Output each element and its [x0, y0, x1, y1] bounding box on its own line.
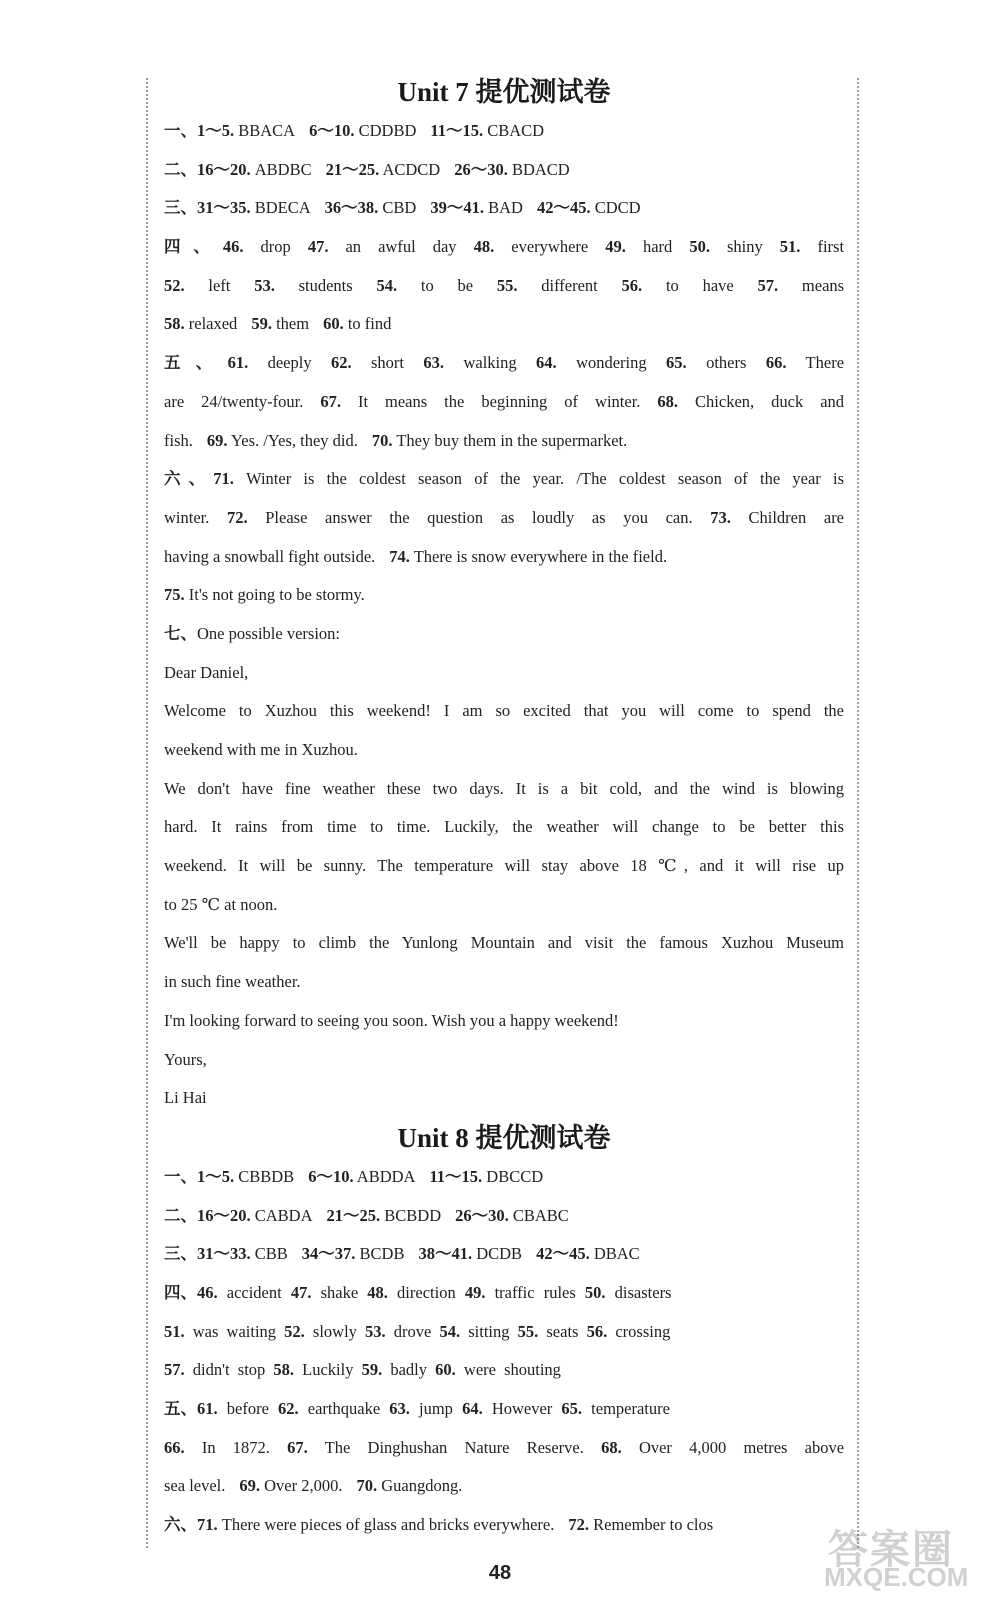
letter-line: I'm looking forward to seeing you soon. Wish you a happy weekend! — [164, 1010, 619, 1030]
unit7-section-6-line-3: having a snowball fight outside. 74. There is snow everywhere in the field. — [164, 546, 668, 566]
watermark-logo — [820, 1518, 995, 1598]
unit7-section-6-line-1: 六、71. Winter is the coldest season of the year. /The coldest season of the year is — [164, 469, 844, 489]
unit7-section-4-line-1: 四、46. drop 47. an awful day 48. everywhere 49. hard 50. shiny 51. first — [164, 237, 844, 257]
letter-closing: Yours, — [164, 1049, 207, 1069]
unit8-section-6-line-1: 六、71. There were pieces of glass and bricks everywhere. 72. Remember to clos — [164, 1515, 714, 1535]
unit8-title: Unit 8 提优测试卷 — [397, 1122, 611, 1153]
unit7-section-1: 一、1～5. BBACA 6～10. CDDBD 11～15. CBACD — [164, 121, 545, 140]
letter-greeting: Dear Daniel, — [164, 662, 249, 682]
unit7-section-6-line-2: winter. 72. Please answer the question as loudly as you can. 73. Children are — [164, 507, 844, 527]
letter-line: Welcome to Xuzhou this weekend! I am so excited that you will come to spend the — [164, 701, 844, 721]
letter-line: We'll be happy to climb the Yunlong Mountain and visit the famous Xuzhou Museum — [164, 933, 844, 953]
letter-line: We don't have fine weather these two days. It is a bit cold, and the wind is blowing — [164, 778, 844, 798]
unit7-section-7-heading: 七、One possible version: — [164, 623, 340, 643]
unit8-section-2: 二、16～20. CABDA 21～25. BCBDD 26～30. CBABC — [164, 1205, 569, 1225]
left-margin-rule — [146, 78, 148, 1548]
unit8-section-1: 一、1～5. CBBDB 6～10. ABDDA 11～15. DBCCD — [164, 1166, 544, 1186]
unit7-section-5-line-3: fish. 69. Yes. /Yes, they did. 70. They buy them in the supermarket. — [164, 430, 628, 450]
page-number: 48 — [488, 1562, 512, 1584]
letter-line: hard. It rains from time to time. Luckily, the weather will change to be better this — [164, 817, 844, 837]
unit7-section-5-line-2: are 24/twenty-four. 67. It means the beginning of winter. 68. Chicken, duck and — [164, 391, 844, 411]
unit8-section-3: 三、31～33. CBB 34～37. BCDB 38～41. DCDB 42～45. DBAC — [164, 1244, 640, 1264]
letter-line: weekend. It will be sunny. The temperature will stay above 18 ℃, and it will rise up — [164, 856, 844, 876]
unit8-section-4-line-2: 51. was waiting 52. slowly 53. drove 54. sitting 55. seats 56. crossing — [164, 1321, 671, 1341]
unit8-section-4-line-1: 四、46. accident 47. shake 48. direction 49. traffic rules 50. disasters — [164, 1282, 672, 1302]
unit7-section-3: 三、31～35. BDECA 36～38. CBD 39～41. BAD 42～45. CDCD — [164, 198, 641, 218]
unit8-section-4-line-3: 57. didn't stop 58. Luckily 59. badly 60. were shouting — [164, 1360, 561, 1380]
unit7-section-5-line-1: 五、61. deeply 62. short 63. walking 64. wondering 65. others 66. There — [164, 353, 844, 373]
unit7-section-2: 二、16～20. ABDBC 21～25. ACDCD 26～30. BDACD — [164, 159, 570, 179]
letter-signature: Li Hai — [164, 1088, 207, 1108]
letter-line: in such fine weather. — [164, 972, 301, 992]
unit8-section-5-line-2: 66. In 1872. 67. The Dinghushan Nature Reserve. 68. Over 4,000 metres above — [164, 1437, 844, 1457]
watermark-text: 答案圈 — [828, 1528, 954, 1572]
letter-line: to 25 ℃ at noon. — [164, 894, 278, 914]
unit7-section-4-line-3: 58. relaxed 59. them 60. to find — [164, 314, 392, 334]
unit7-title: Unit 7 提优测试卷 — [397, 77, 611, 107]
watermark-url: MXQE.COM — [824, 1562, 969, 1592]
unit7-section-4-line-2: 52. left 53. students 54. to be 55. different 56. to have 57. means — [164, 275, 844, 295]
unit8-section-5-line-3: sea level. 69. Over 2,000. 70. Guangdong. — [164, 1476, 463, 1496]
letter-line: weekend with me in Xuzhou. — [164, 740, 358, 759]
answer-page — [164, 72, 844, 1545]
unit8-section-5-line-1: 五、61. before 62. earthquake 63. jump 64. However 65. temperature — [164, 1399, 670, 1418]
unit7-section-6-line-4: 75. It's not going to be stormy. — [164, 585, 365, 605]
right-margin-rule — [857, 78, 859, 1548]
